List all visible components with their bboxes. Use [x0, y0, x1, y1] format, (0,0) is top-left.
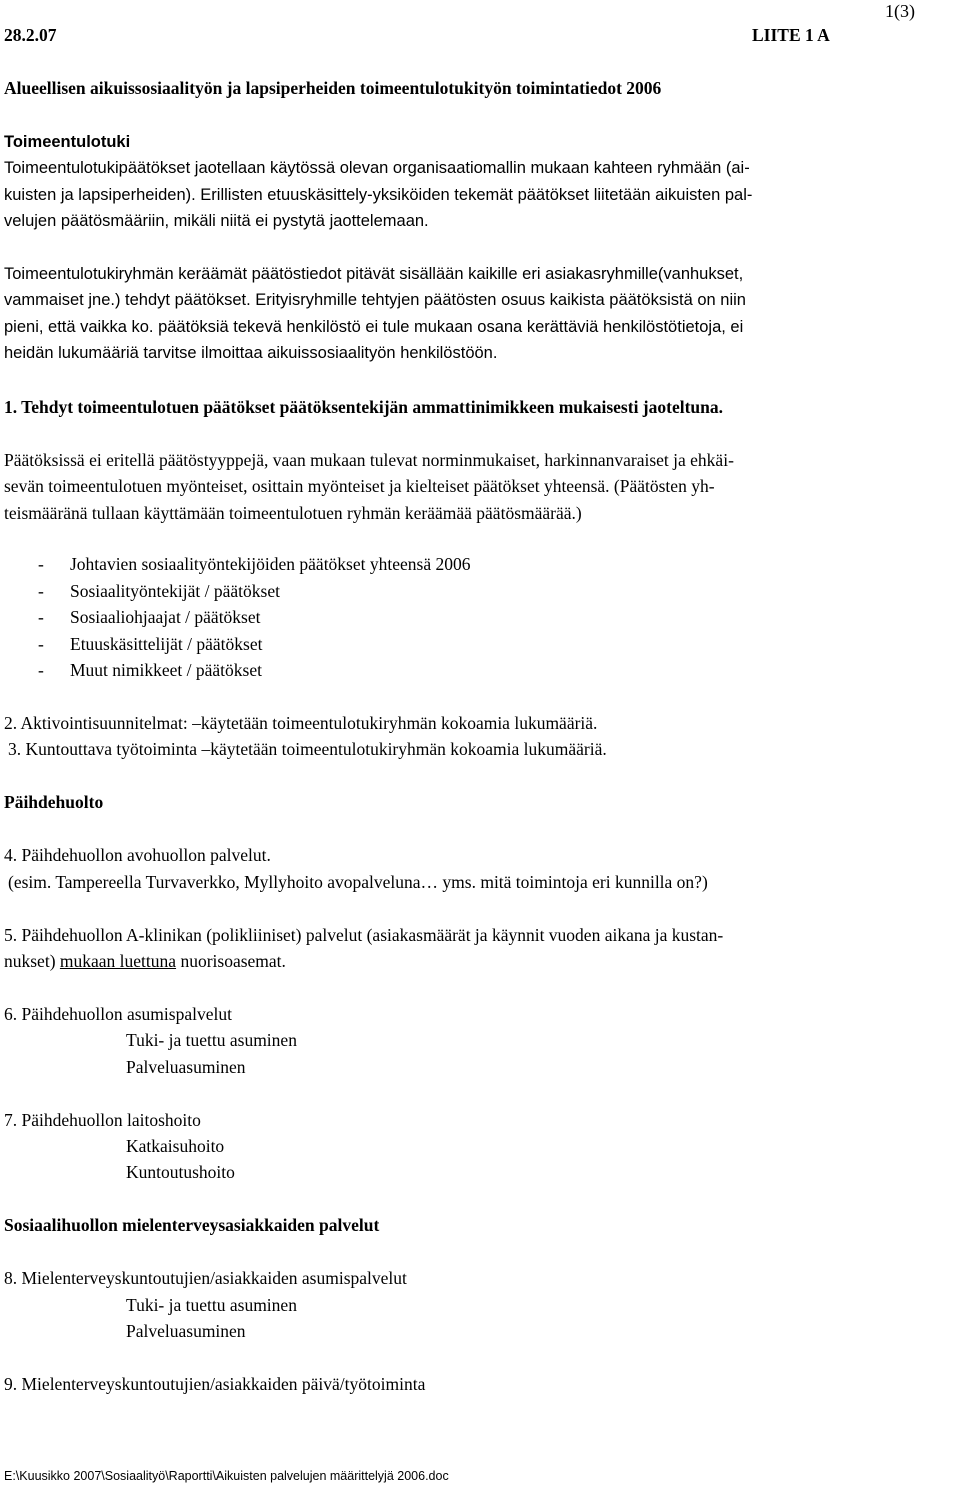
- document-title: Alueellisen aikuissosiaalityön ja lapsiperheiden toimeentulotukityön toimintatiedot 2006: [4, 78, 662, 98]
- document-date: 28.2.07: [4, 25, 57, 45]
- paragraph-line: teismääränä tullaan käyttämään toimeentulotuen ryhmän keräämää päätösmäärää.): [4, 503, 582, 523]
- section-heading-toimeentulotuki: Toimeentulotuki: [4, 133, 131, 151]
- item-4-note: (esim. Tampereella Turvaverkko, Myllyhoito avopalveluna… yms. mitä toimintoja eri kunnilla on?): [8, 872, 708, 892]
- section-heading-mielenterveys: Sosiaalihuollon mielenterveysasiakkaiden palvelut: [4, 1215, 380, 1235]
- paragraph-line: sevän toimeentulotuen myönteiset, osittain myönteiset ja kielteiset päätökset yhteensä. (Päätösten yh-: [4, 476, 715, 496]
- item-5: 5. Päihdehuollon A-klinikan (polikliiniset) palvelut (asiakasmäärät ja käynnit vuoden aikana ja kustan-: [4, 925, 724, 945]
- paragraph-line: Toimeentulotukipäätökset jaotellaan käytössä olevan organisaatiomallin mukaan kahteen ryhmään (ai-: [4, 159, 750, 177]
- item-2: 2. Aktivointisuunnitelmat: –käytetään toimeentulotukiryhmän kokoamia lukumääriä.: [4, 713, 598, 733]
- paragraph-line: velujen päätösmääriin, mikäli niitä ei pystytä jaottelemaan.: [4, 212, 429, 230]
- paragraph-line: pieni, että vaikka ko. päätöksiä tekevä henkilöstö ei tule mukaan osana kerättäviä henkilöstötietoja, ei: [4, 318, 744, 336]
- footer-file-path: E:\Kuusikko 2007\Sosiaalityö\Raportti\Aikuisten palvelujen määrittelyjä 2006.doc: [4, 1469, 449, 1483]
- item-3: 3. Kuntouttava työtoiminta –käytetään toimeentulotukiryhmän kokoamia lukumääriä.: [8, 739, 607, 759]
- sub-item: Kuntoutushoito: [126, 1162, 235, 1182]
- item-8: 8. Mielenterveyskuntoutujien/asiakkaiden asumispalvelut: [4, 1268, 407, 1288]
- list-bullet: -: [38, 607, 44, 627]
- item-6: 6. Päihdehuollon asumispalvelut: [4, 1004, 232, 1024]
- list-bullet: -: [38, 581, 44, 601]
- sub-item: Tuki- ja tuettu asuminen: [126, 1295, 297, 1315]
- item-5-continued: [4, 948, 286, 974]
- item-1-heading: 1. Tehdyt toimeentulotuen päätökset päätöksentekijän ammattinimikkeen mukaisesti jaoteltuna.: [4, 397, 724, 417]
- appendix-label: LIITE 1 A: [752, 25, 830, 45]
- sub-item: Palveluasuminen: [126, 1057, 246, 1077]
- underlined-text: mukaan luettuna: [59, 951, 177, 971]
- paragraph-line: Toimeentulotukiryhmän keräämät päätöstiedot pitävät sisällään kaikille eri asiakasryhmille(vanhukset,: [4, 265, 744, 283]
- list-item: Johtavien sosiaalityöntekijöiden päätökset yhteensä 2006: [70, 554, 471, 574]
- item-4: 4. Päihdehuollon avohuollon palvelut.: [4, 845, 271, 865]
- item-5-text: nuorisoasemat.: [176, 951, 286, 971]
- paragraph-line: kuisten ja lapsiperheiden). Erillisten etuuskäsittely-yksiköiden tekemät päätökset liitetään aikuisten pal-: [4, 186, 753, 204]
- paragraph-line: Päätöksissä ei eritellä päätöstyyppejä, vaan mukaan tulevat norminmukaiset, harkinnanvaraiset ja ehkäi-: [4, 450, 734, 470]
- list-item: Sosiaaliohjaajat / päätökset: [70, 607, 261, 627]
- list-item: Muut nimikkeet / päätökset: [70, 660, 262, 680]
- item-9: 9. Mielenterveyskuntoutujien/asiakkaiden päivä/työtoiminta: [4, 1374, 426, 1394]
- list-bullet: -: [38, 554, 44, 574]
- item-5-text: nukset): [4, 951, 60, 971]
- sub-item: Katkaisuhoito: [126, 1136, 225, 1156]
- paragraph-line: heidän lukumääriä tarvitse ilmoittaa aikuissosiaalityön henkilöstöön.: [4, 344, 498, 362]
- item-7: 7. Päihdehuollon laitoshoito: [4, 1110, 201, 1130]
- list-item: Etuuskäsittelijät / päätökset: [70, 634, 263, 654]
- list-bullet: -: [38, 634, 44, 654]
- page-number: 1(3): [885, 1, 915, 21]
- sub-item: Palveluasuminen: [126, 1321, 246, 1341]
- section-heading-paihdehuolto: Päihdehuolto: [4, 792, 104, 812]
- sub-item: Tuki- ja tuettu asuminen: [126, 1030, 297, 1050]
- list-bullet: -: [38, 660, 44, 680]
- paragraph-line: vammaiset jne.) tehdyt päätökset. Erityisryhmille tehtyjen päätösten osuus kaikista päätöksistä on niin: [4, 291, 746, 309]
- list-item: Sosiaalityöntekijät / päätökset: [70, 581, 280, 601]
